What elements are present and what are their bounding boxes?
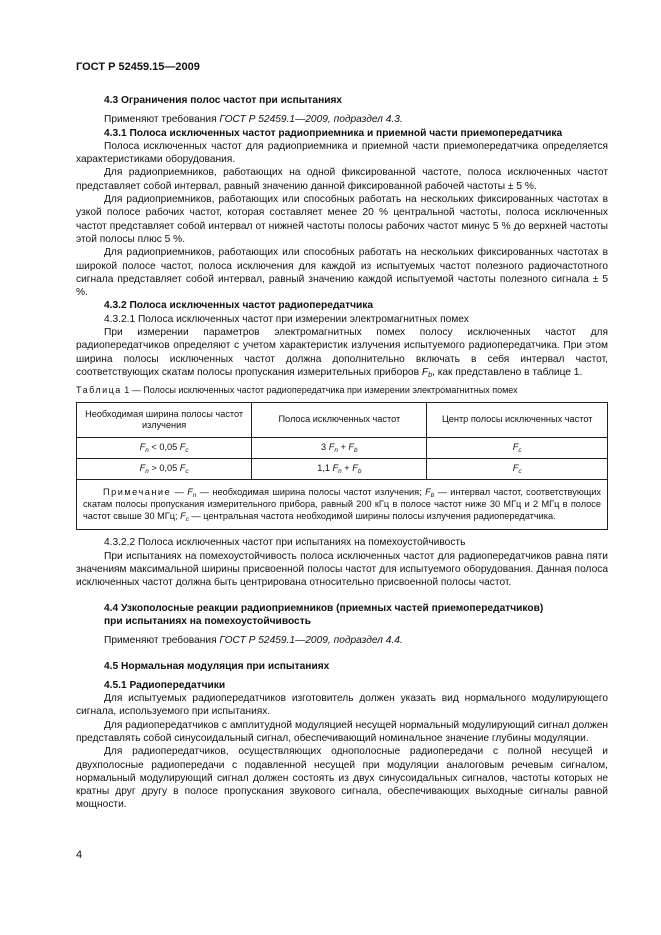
table-row [77, 437, 608, 458]
section-4-3-2-1-title: 4.3.2.1 Полоса исключенных частот при измерении электромагнитных помех [104, 313, 469, 325]
table-note-row [77, 479, 608, 530]
paragraph: Для радиоприемников, работающих или способных работать на нескольких фиксированных частотах в широкой полосе частот, полоса исключения для каждой из испытуемых частот полезного радиочастотного сигнала представляет собой интервал, равный значению каждой испытуемой частоты полезного сигнала ± 5 %. [76, 247, 608, 299]
table-cell: 3 $F_n + F_b$ [252, 437, 427, 458]
section-4-3-1-title: 4.3.1 Полоса исключенных частот радиоприемника и приемной части приемопередатчика [104, 127, 563, 139]
section-4-3-title: 4.3 Ограничения полос частот при испытаниях [104, 95, 343, 106]
table-cell: $F_c$ [427, 437, 608, 458]
paragraph: Для радиопередатчиков, осуществляющих однополосные радиопередачи с полной несущей и двухполосные радиопередачи с подавленной несущей при модуляции аналоговым речевым сигналом, нормальный модулирующий сигнал должен состоять из двух синусоидальных сигналов, частоты которых не кратны друг другу в полосе пропускания звукового сигнала, обеспечивающих выходные сигналы равной мощности. [76, 746, 608, 811]
section-4-4-title: 4.4 Узкополосные реакции радиоприемников (приемных частей приемопередатчиков) [104, 602, 544, 614]
table-header-cell: Центр полосы исключенных частот [427, 402, 608, 437]
table-caption: Таблица 1 — Полосы исключенных частот радиопередатчика при измерении электромагнитных помех [76, 385, 518, 396]
document-body [76, 94, 608, 812]
table-note: Примечание — $F_n$ — необходимая ширина полосы частот излучения; $F_b$ — интервал частот, соответствующих скатам полосы пропускания измерительного прибора, равный 200 кГц в полосе частот ниже 30 МГц и 2 МГц в полосе частот свыше 30 МГц; $F_c$ — центральная частота необходимой ширины полосы излучения радиопередатчика. [77, 479, 608, 530]
section-4-5-1-title: 4.5.1 Радиопередатчики [104, 679, 226, 691]
section-4-4-requirement: Применяют требования ГОСТ Р 52459.1—2009, подраздел 4.4. [104, 635, 403, 647]
table-header-cell: Необходимая ширина полосы частот излучения [77, 402, 252, 437]
table-cell: $F_n < 0,05$ $F_c$ [77, 437, 252, 458]
paragraph: При испытаниях на помехоустойчивость полоса исключенных частот для радиопередатчиков равна пяти значениям максимальной ширины присвоенной полосы частот для испытуемого оборудования. Данная полоса исключенных частот должна быть центрирована относительно присвоенной полосы частот. [76, 550, 608, 589]
paragraph: При измерении параметров электромагнитных помех полосу исключенных частот для радиопередатчиков определяют с учетом характеристик излучения испытуемого радиопередатчика. При этом ширина полосы исключенных частот должна дополнительно включать в себя интервал частот, соответствующих скатам полосы пропускания измерительных приборов $F_b$, как представлено в таблице 1. [76, 327, 608, 379]
table-row [77, 458, 608, 479]
section-4-3-2-2-title: 4.3.2.2 Полоса исключенных частот при испытаниях на помехоустойчивость [104, 537, 466, 549]
document-header: ГОСТ Р 52459.15—2009 [76, 61, 200, 73]
page-number: 4 [76, 849, 83, 861]
section-4-3-requirement: Применяют требования ГОСТ Р 52459.1—2009, подраздел 4.3. [104, 114, 403, 126]
table-cell: $F_n > 0,05$ $F_c$ [77, 458, 252, 479]
paragraph: Полоса исключенных частот для радиоприемника и приемной части приемопередатчика определяется характеристиками оборудования. [76, 140, 608, 166]
section-4-5-title: 4.5 Нормальная модуляция при испытаниях [104, 660, 330, 672]
paragraph: Для испытуемых радиопередатчиков изготовитель должен указать вид нормального модулирующего сигнала, используемого при испытаниях. [76, 693, 608, 718]
paragraph: Для радиоприемников, работающих или способных работать на нескольких фиксированных частотах в узкой полосе рабочих частот, которая составляет менее 20 % центральной частоты, полоса исключенных частот представляет собой интервал от нижней частоты полосы рабочих частот минус 5 % до верхней частоты этой полосы плюс 5 %. [76, 194, 608, 245]
table-cell: $F_c$ [427, 458, 608, 479]
section-4-4-title-line2: при испытаниях на помехоустойчивость [104, 615, 311, 627]
section-4-3-2-title: 4.3.2 Полоса исключенных частот радиопередатчика [104, 300, 374, 312]
table-header-cell: Полоса исключенных частот [252, 402, 427, 437]
paragraph: Для радиоприемников, работающих на одной фиксированной частоте, полоса исключенных частот представляет собой интервал, равный значению данной фиксированной рабочей частоты ± 5 %. [76, 167, 608, 192]
table-1 [76, 402, 608, 531]
table-cell: 1,1 $F_n + F_b$ [252, 458, 427, 479]
paragraph: Для радиопередатчиков с амплитудной модуляцией несущей нормальный модулирующий сигнал должен представлять собой синусоидальный сигнал, обеспечивающий номинальное значение глубины модуляции. [76, 719, 608, 744]
table-header-row [77, 402, 608, 437]
